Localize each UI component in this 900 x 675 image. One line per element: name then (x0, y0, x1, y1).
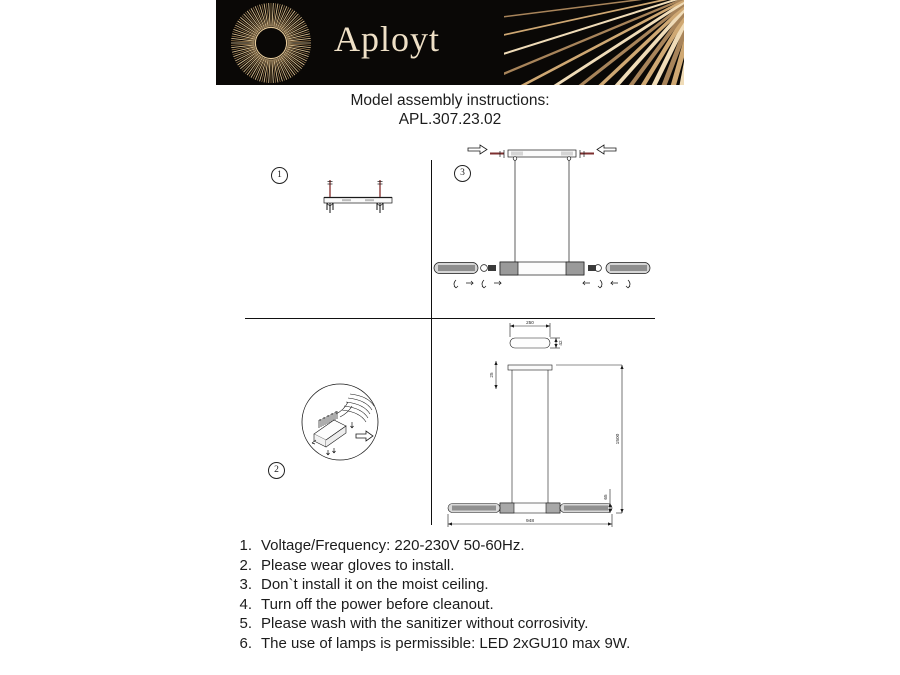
instruction-text: Please wear gloves to install. (261, 556, 455, 574)
instructions-list (228, 536, 848, 653)
list-item (228, 634, 848, 654)
diagonal-rays-icon (504, 0, 684, 85)
brand-wordmark: Aployt (334, 19, 441, 59)
assembly-diagram-area (0, 132, 900, 530)
dim-canopy-height: 42 (558, 340, 563, 346)
step-badge-3: 3 (454, 165, 471, 182)
list-item (228, 556, 848, 576)
dimensioned-drawing-figure (432, 317, 662, 532)
sunburst-icon (230, 2, 312, 84)
page-title (0, 91, 900, 129)
instruction-number: 3. (239, 576, 252, 593)
dim-total-drop: 1500 (616, 433, 621, 445)
title-line-2: APL.307.23.02 (398, 111, 502, 128)
instruction-number: 4. (239, 595, 252, 613)
instruction-number: 6. (239, 634, 252, 652)
title-line-1: Model assembly instructions: (350, 92, 550, 109)
instruction-text: Turn off the power before cleanout. (261, 595, 494, 613)
wiring-terminal-detail-figure (290, 372, 390, 472)
dim-rod-gap: 25 (489, 372, 494, 378)
instruction-text: The use of lamps is permissible: LED 2xGU10 max 9W. (261, 634, 631, 652)
dim-fixture-length: 948 (525, 519, 535, 524)
step-badge-1: 1 (271, 167, 288, 184)
fixture-assembly-figure (432, 140, 652, 300)
instruction-number: 5. (239, 615, 252, 632)
mounting-bracket-figure (318, 177, 398, 225)
list-item (228, 614, 848, 634)
dim-canopy-width: 250 (526, 320, 534, 325)
dim-tube-diameter: 65 (603, 494, 608, 500)
list-item (228, 595, 848, 615)
list-item (228, 575, 848, 595)
instruction-text: Voltage/Frequency: 220-230V 50-60Hz. (261, 537, 525, 554)
step-badge-2: 2 (268, 462, 285, 479)
instruction-text: Please wash with the sanitizer without corrosivity. (261, 615, 589, 632)
instruction-number: 2. (239, 556, 252, 574)
list-item (228, 536, 848, 556)
brand-banner (216, 0, 684, 85)
instruction-number: 1. (239, 537, 252, 554)
instruction-text: Don`t install it on the moist ceiling. (261, 576, 489, 593)
